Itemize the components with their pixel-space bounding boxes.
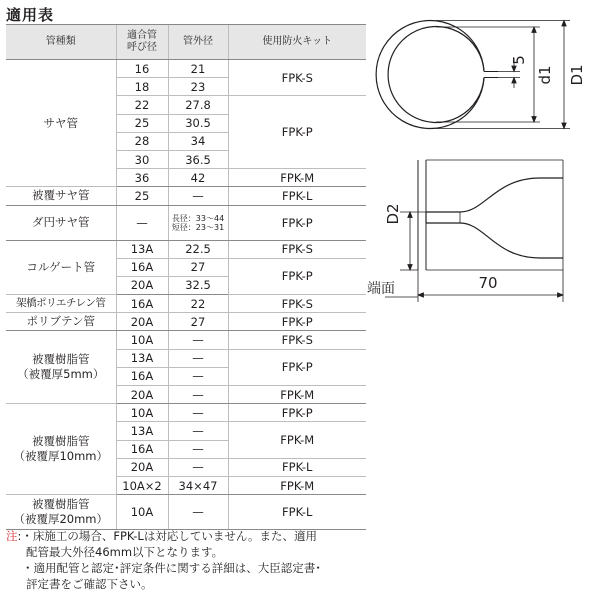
length-dimension [418, 270, 563, 302]
pipe-type-cell: 被覆サヤ管 [6, 187, 116, 205]
pipe-type-cell: ダ円サヤ管 [6, 205, 116, 240]
od-cell: 34 [168, 132, 228, 150]
od-cell: — [168, 495, 228, 530]
od-cell: — [168, 331, 228, 349]
kit-cell: FPK-S [228, 295, 366, 313]
kit-cell: FPK-M [228, 386, 366, 404]
pipe-type-cell: コルゲート管 [6, 240, 116, 295]
header-nominal: 適合管 呼び径 [116, 25, 168, 60]
nominal-cell: 20A [116, 458, 168, 476]
nominal-cell: 25 [116, 187, 168, 205]
od-cell: 30.5 [168, 114, 228, 132]
kit-cell: FPK-M [228, 476, 366, 494]
header-outer-diameter: 管外径 [168, 25, 228, 60]
D1-dimension [436, 21, 570, 129]
d1-label: d1 [536, 65, 554, 85]
kit-cell: FPK-P [228, 404, 366, 422]
od-cell: — [168, 349, 228, 367]
table-row [6, 205, 366, 240]
od-cell: — [168, 367, 228, 385]
table-row [6, 295, 366, 313]
od-cell: 36.5 [168, 150, 228, 168]
nominal-cell: 16A [116, 440, 168, 458]
D2-dimension [400, 212, 426, 270]
applicable-table [6, 24, 366, 530]
note-line: 評定書をご確認下さい。 [26, 577, 153, 591]
nominal-cell: 20A [116, 386, 168, 404]
table-header-row [6, 25, 366, 60]
od-cell: 23 [168, 78, 228, 96]
length-label: 70 [478, 274, 498, 292]
note-line: 注:・床施工の場合、FPK-Lは対応していません。また、適用 [6, 529, 318, 543]
nominal-cell: 28 [116, 132, 168, 150]
table-row [6, 331, 366, 349]
nominal-cell: 10A [116, 404, 168, 422]
pipe-type-cell: サヤ管 [6, 60, 116, 187]
table-row [6, 495, 366, 530]
nominal-cell: 13A [116, 349, 168, 367]
nominal-cell: 16A [116, 295, 168, 313]
pipe-type-cell: 被覆樹脂管 （被覆厚20mm） [6, 495, 116, 530]
ring-outer-edge [376, 20, 484, 128]
note-mark: 注 [6, 529, 18, 543]
od-cell: — [168, 404, 228, 422]
nominal-cell: 13A [116, 240, 168, 258]
kit-side-view [418, 160, 563, 270]
nominal-cell: 10A [116, 331, 168, 349]
od-cell: — [168, 187, 228, 205]
nominal-cell: 10A×2 [116, 476, 168, 494]
kit-cell: FPK-L [228, 187, 366, 205]
table-row [6, 313, 366, 331]
nominal-cell: 10A [116, 495, 168, 530]
kit-cell: FPK-L [228, 495, 366, 530]
kit-cell: FPK-P [228, 96, 366, 169]
nominal-cell: 25 [116, 114, 168, 132]
kit-cell: FPK-L [228, 458, 366, 476]
funnel-upper-outline [426, 178, 563, 212]
header-pipe-type: 管種類 [6, 25, 116, 60]
page-title: 適用表 [6, 6, 55, 24]
note-line: 配管最大外径46mm以下となります。 [26, 545, 224, 559]
nominal-cell: 13A [116, 422, 168, 440]
gap-dimension [498, 58, 520, 88]
pipe-type-cell: ポリブテン管 [6, 313, 116, 331]
od-cell: — [168, 386, 228, 404]
header-kit: 使用防火キット [228, 25, 366, 60]
od-cell: 34×47 [168, 476, 228, 494]
od-cell: 21 [168, 60, 228, 78]
kit-cell: FPK-P [228, 258, 366, 294]
kit-cell: FPK-P [228, 349, 366, 385]
pipe-type-cell: 被覆樹脂管 （被覆厚10mm） [6, 404, 116, 495]
kit-cell: FPK-P [228, 313, 366, 331]
kit-cell: FPK-M [228, 422, 366, 458]
D2-label: D2 [384, 203, 402, 225]
d1-dimension [436, 27, 540, 122]
nominal-cell: 30 [116, 150, 168, 168]
od-cell: — [168, 422, 228, 440]
table-row [6, 60, 366, 78]
table-row [6, 187, 366, 205]
kit-cell: FPK-M [228, 169, 366, 187]
gap-label: 5 [510, 55, 528, 65]
nominal-cell: 36 [116, 169, 168, 187]
nominal-cell: 20A [116, 313, 168, 331]
kit-cell: FPK-P [228, 205, 366, 240]
ring-top-view [376, 20, 498, 128]
od-cell: 27 [168, 258, 228, 276]
notes [6, 528, 366, 592]
nominal-cell: 20A [116, 276, 168, 294]
nominal-cell: 22 [116, 96, 168, 114]
kit-cell: FPK-S [228, 331, 366, 349]
nominal-cell: 18 [116, 78, 168, 96]
od-cell: 長径：33～44 短径：23～31 [168, 205, 228, 240]
kit-cell: FPK-S [228, 60, 366, 96]
od-cell: 27 [168, 313, 228, 331]
pipe-type-cell: 架橋ポリエチレン管 [6, 295, 116, 313]
pipe-type-cell: 被覆樹脂管 （被覆厚5mm） [6, 331, 116, 404]
ring-inner-edge [388, 27, 484, 123]
od-cell: 42 [168, 169, 228, 187]
od-cell: 22.5 [168, 240, 228, 258]
od-cell: 32.5 [168, 276, 228, 294]
nominal-cell: — [116, 205, 168, 240]
kit-cell: FPK-S [228, 240, 366, 258]
D1-label: D1 [568, 64, 586, 86]
table-row [6, 240, 366, 258]
od-cell: 27.8 [168, 96, 228, 114]
nominal-cell: 16 [116, 60, 168, 78]
funnel-lower-outline [426, 223, 563, 258]
od-cell: — [168, 440, 228, 458]
nominal-cell: 16A [116, 258, 168, 276]
end-face-label: 端面 [367, 281, 395, 297]
table-row [6, 404, 366, 422]
od-cell: — [168, 458, 228, 476]
od-cell: 22 [168, 295, 228, 313]
nominal-cell: 16A [116, 367, 168, 385]
note-line: ・適用配管と認定･評定条件に関する詳細は、大臣認定書･ [22, 561, 321, 575]
